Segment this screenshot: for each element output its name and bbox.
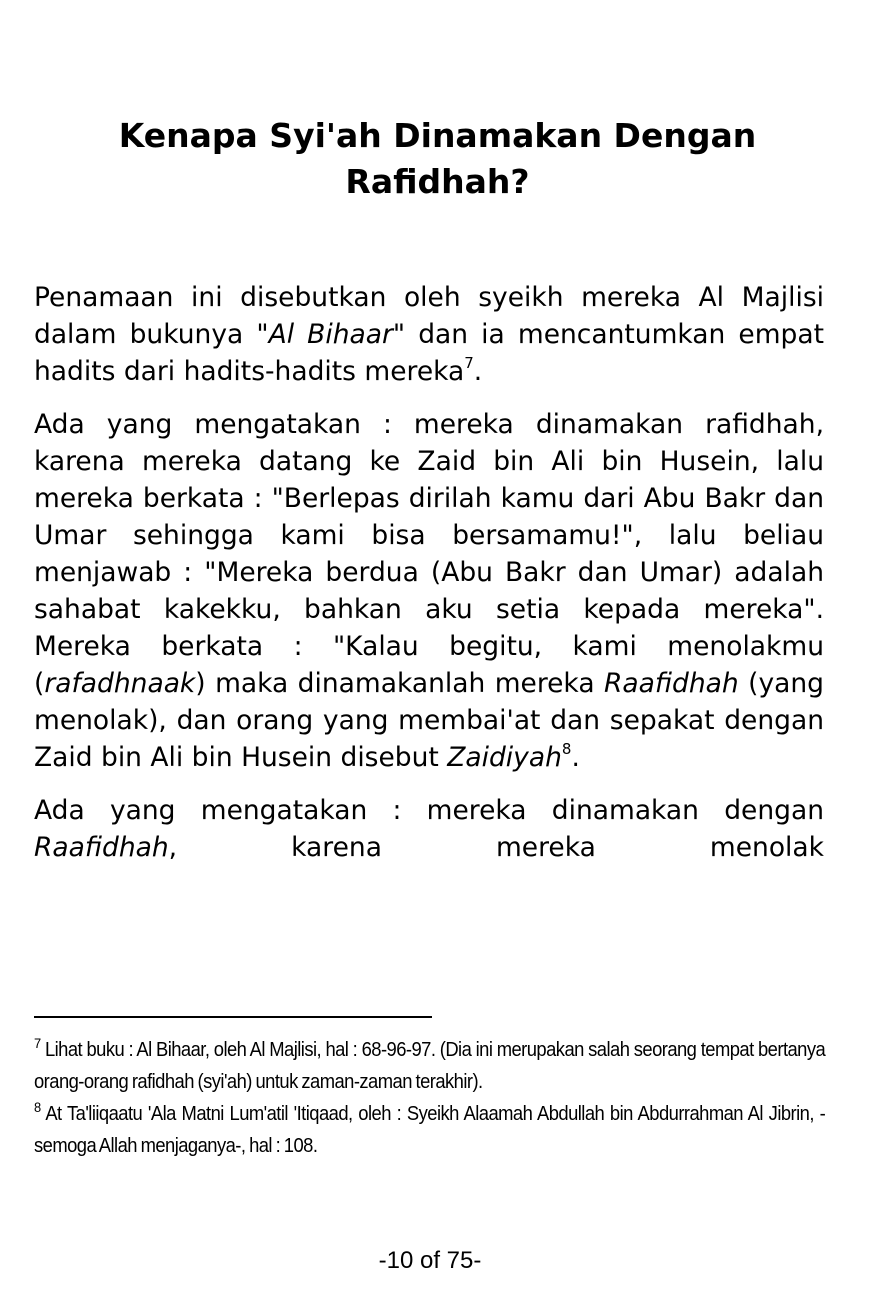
paragraph-2 [34, 406, 824, 776]
footnote-7 [34, 1034, 825, 1098]
footnote-7-text: Lihat buku : Al Bihaar, oleh Al Majlisi, hal : 68-96-97. (Dia ini merupakan salah seorang tempat bertanya orang-orang rafidhah (syi'ah) untuk zaman-zaman terakhir). [34, 1039, 826, 1093]
footnote-ref-7[interactable]: 7 [464, 354, 474, 372]
book-title-al-bihaar: Al Bihaar [268, 319, 393, 350]
footnote-divider [34, 1016, 432, 1018]
page-title: Kenapa Syi'ah Dinamakan Dengan Rafidhah? [118, 116, 757, 201]
term-raafidhah-2: Raafidhah [34, 832, 169, 863]
paragraph-2-text-a: Ada yang mengatakan : mereka dinamakan rafidhah, karena mereka datang ke Zaid bin Ali bin Husein, lalu mereka berkata : "Berlepas dirilah kamu dari Abu Bakr dan Umar sehingga kami bisa bersamamu!", lalu beliau menjawab : "Mereka berdua (Abu Bakr dan Umar) adalah sahabat kakekku, bahkan aku setia kepada mereka". Mereka berkata : "Kalau begitu, kami menolakmu ( [34, 409, 824, 699]
paragraph-2-text-g: . [571, 742, 580, 773]
paragraph-3 [34, 792, 824, 866]
term-raafidhah: Raafidhah [604, 668, 739, 699]
paragraph-3-text-a: Ada yang mengatakan : mereka dinamakan dengan [34, 795, 824, 826]
paragraph-2-text-e: (yang menolak), dan orang yang membai'at dan sepakat dengan Zaid bin Ali bin Husein disebut [34, 668, 824, 773]
paragraph-2-text-c: ) maka dinamakanlah mereka [195, 668, 604, 699]
footnote-ref-8[interactable]: 8 [561, 740, 572, 758]
page-number: -10 of 75- [378, 1247, 482, 1274]
term-rafadhnaak: rafadhnaak [44, 668, 196, 699]
footnote-8-marker: 8 [34, 1099, 41, 1115]
footnotes [34, 1034, 826, 1162]
footnote-7-marker: 7 [34, 1035, 41, 1051]
paragraph-1-text-a: Penamaan ini disebutkan oleh syeikh mereka Al Majlisi dalam bukunya " [34, 282, 824, 350]
paragraph-1-text-c: " dan ia mencantumkan empat hadits dari hadits-hadits mereka [34, 319, 824, 387]
footnote-8 [34, 1098, 825, 1162]
term-zaidiyah: Zaidiyah [447, 742, 562, 773]
paragraph-1-text-d: . [473, 356, 483, 387]
paragraph-3-text-c: , karena mereka menolak [168, 832, 824, 863]
footnote-8-text: At Ta'liiqaatu 'Ala Matni Lum'atil 'Itiqaad, oleh : Syeikh Alaamah Abdullah bin Abdurrahman Al Jibrin, -semoga Allah menjaganya-, hal : 108. [34, 1103, 826, 1157]
paragraph-1 [34, 279, 824, 390]
body-text [34, 279, 824, 882]
